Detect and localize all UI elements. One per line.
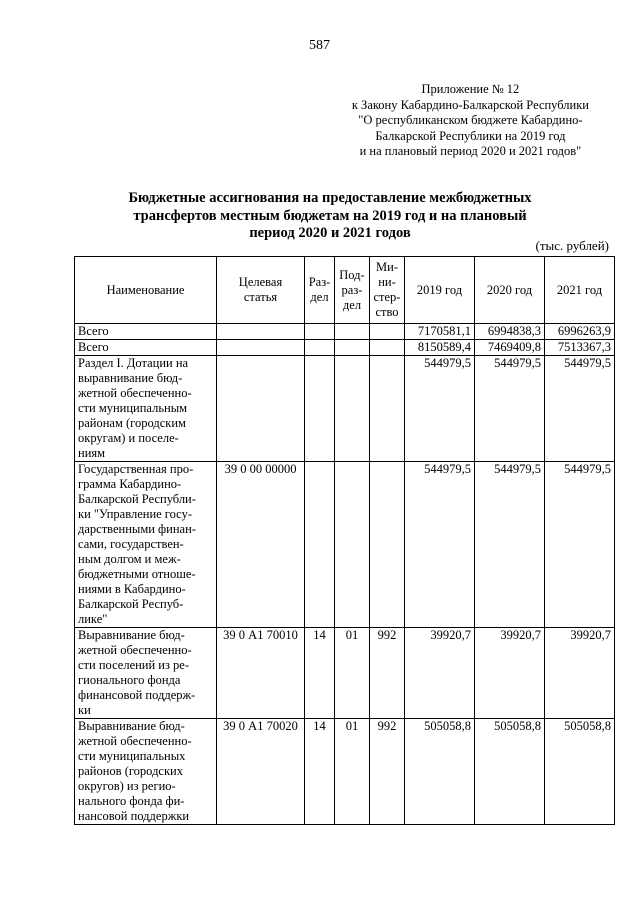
title-line: период 2020 и 2021 годов <box>249 225 411 241</box>
cell-target: 39 0 00 00000 <box>217 462 305 628</box>
header-subsection-line: дел <box>342 297 362 312</box>
cell-y2020: 505058,8 <box>475 719 545 825</box>
cell-section: 14 <box>305 719 335 825</box>
cell-name-line: округам) и поселе- <box>78 431 179 445</box>
cell-ministry <box>370 356 405 462</box>
cell-section <box>305 356 335 462</box>
cell-target <box>217 356 305 462</box>
cell-y2020: 544979,5 <box>475 356 545 462</box>
cell-subsection: 01 <box>335 719 370 825</box>
table-header-row <box>75 257 615 324</box>
page-number: 587 <box>309 38 330 53</box>
cell-target: 39 0 А1 70020 <box>217 719 305 825</box>
cell-y2019: 544979,5 <box>405 462 475 628</box>
header-section-line: дел <box>310 290 329 304</box>
header-subsection <box>335 257 370 324</box>
cell-name-line: Выравнивание бюд- <box>78 628 185 642</box>
cell-name-line: бюджетными отноше- <box>78 567 196 581</box>
cell-name-line: жетной обеспеченно- <box>78 643 192 657</box>
header-name: Наименование <box>75 257 217 324</box>
cell-name <box>75 356 217 462</box>
header-target <box>217 257 305 324</box>
cell-name-line: ниям <box>78 446 106 460</box>
cell-name-line: нального фонда фи- <box>78 794 185 808</box>
cell-name-line: нансовой поддержки <box>78 809 190 823</box>
budget-table <box>74 256 615 825</box>
cell-y2019: 544979,5 <box>405 356 475 462</box>
cell-subsection <box>335 462 370 628</box>
cell-section <box>305 340 335 356</box>
cell-y2021: 544979,5 <box>545 356 615 462</box>
cell-name-line: дарственными финан- <box>78 522 196 536</box>
header-target-line: Целевая <box>238 275 283 289</box>
cell-name-line: сами, государствен- <box>78 537 184 551</box>
header-2020: 2020 год <box>475 257 545 324</box>
cell-name-line: районов (городских <box>78 764 183 778</box>
header-subsection-line: Под- <box>339 267 365 282</box>
appendix-header <box>352 82 589 160</box>
cell-name-line: Выравнивание бюд- <box>78 719 185 733</box>
cell-y2021: 7513367,3 <box>545 340 615 356</box>
cell-name-line: сти муниципальных <box>78 749 186 763</box>
cell-name-line: Государственная про- <box>78 462 194 476</box>
cell-y2019: 505058,8 <box>405 719 475 825</box>
cell-target <box>217 324 305 340</box>
cell-section <box>305 324 335 340</box>
title-line: трансфертов местным бюджетам на 2019 год и на плановый <box>133 207 527 224</box>
cell-name-line: Балкарской Республи- <box>78 492 196 506</box>
cell-name-line: грамма Кабардино- <box>78 477 182 491</box>
cell-subsection <box>335 324 370 340</box>
appendix-line: "О республиканском бюджете Кабардино- <box>358 113 583 127</box>
header-target-line: статья <box>243 290 278 304</box>
cell-name-line: финансовой поддерж- <box>78 688 196 702</box>
cell-name-line: лике" <box>78 612 108 626</box>
cell-name-line: выравнивание бюд- <box>78 371 183 385</box>
cell-ministry: 992 <box>370 628 405 719</box>
cell-name <box>75 628 217 719</box>
header-ministry-line: стер- <box>373 290 401 304</box>
header-ministry-line: ни- <box>378 275 396 289</box>
header-section-line: Раз- <box>308 275 331 289</box>
header-ministry <box>370 257 405 324</box>
cell-subsection <box>335 340 370 356</box>
header-2019: 2019 год <box>405 257 475 324</box>
table-row <box>75 324 615 340</box>
document-title <box>80 190 580 243</box>
cell-y2021: 544979,5 <box>545 462 615 628</box>
cell-y2020: 544979,5 <box>475 462 545 628</box>
cell-target <box>217 340 305 356</box>
header-ministry-line: ство <box>375 305 399 319</box>
cell-name-line: сти муниципальным <box>78 401 188 415</box>
cell-y2019: 8150589,4 <box>405 340 475 356</box>
cell-name-line: Балкарской Респуб- <box>78 597 184 611</box>
cell-name-line: ным долгом и меж- <box>78 552 181 566</box>
cell-y2020: 6994838,3 <box>475 324 545 340</box>
appendix-line: Балкарской Республики на 2019 год <box>375 128 566 143</box>
header-2021: 2021 год <box>545 257 615 324</box>
cell-y2021: 6996263,9 <box>545 324 615 340</box>
appendix-line: и на плановый период 2020 и 2021 годов" <box>359 144 582 158</box>
cell-section <box>305 462 335 628</box>
header-subsection-line: раз- <box>341 282 363 297</box>
cell-name <box>75 719 217 825</box>
table-body <box>75 324 615 825</box>
cell-ministry <box>370 462 405 628</box>
cell-y2019: 7170581,1 <box>405 324 475 340</box>
cell-name <box>75 340 217 356</box>
table-row <box>75 340 615 356</box>
cell-name-line: округов) из регио- <box>78 779 176 793</box>
table-row <box>75 719 615 825</box>
title-line: Бюджетные ассигнования на предоставление межбюджетных <box>128 190 532 206</box>
cell-ministry <box>370 340 405 356</box>
header-section <box>305 257 335 324</box>
cell-name-line: районам (городским <box>78 416 186 430</box>
cell-name-line: сти поселений из ре- <box>78 658 190 672</box>
cell-subsection: 01 <box>335 628 370 719</box>
cell-name-line: жетной обеспеченно- <box>78 386 192 400</box>
cell-name-line: гионального фонда <box>78 673 181 687</box>
appendix-line: к Закону Кабардино-Балкарской Республики <box>351 97 589 112</box>
cell-y2020: 7469409,8 <box>475 340 545 356</box>
table-row <box>75 628 615 719</box>
table-row <box>75 462 615 628</box>
units-label: (тыс. рублей) <box>535 238 609 253</box>
cell-name-line: ниями в Кабардино- <box>78 582 186 596</box>
cell-name-line: жетной обеспеченно- <box>78 734 192 748</box>
appendix-line: Приложение № 12 <box>421 82 520 96</box>
cell-target: 39 0 А1 70010 <box>217 628 305 719</box>
cell-name-line: Раздел I. Дотации на <box>78 356 189 370</box>
cell-name <box>75 324 217 340</box>
cell-name-line: ки <box>78 703 91 717</box>
table-row <box>75 356 615 462</box>
cell-ministry <box>370 324 405 340</box>
cell-y2021: 39920,7 <box>545 628 615 719</box>
cell-y2021: 505058,8 <box>545 719 615 825</box>
cell-name-line: Всего <box>78 324 109 338</box>
header-ministry-line: Ми- <box>376 260 398 274</box>
cell-y2020: 39920,7 <box>475 628 545 719</box>
cell-ministry: 992 <box>370 719 405 825</box>
cell-section: 14 <box>305 628 335 719</box>
cell-name-line: Всего <box>78 340 109 354</box>
cell-subsection <box>335 356 370 462</box>
cell-y2019: 39920,7 <box>405 628 475 719</box>
cell-name <box>75 462 217 628</box>
cell-name-line: ки "Управление госу- <box>78 507 192 521</box>
